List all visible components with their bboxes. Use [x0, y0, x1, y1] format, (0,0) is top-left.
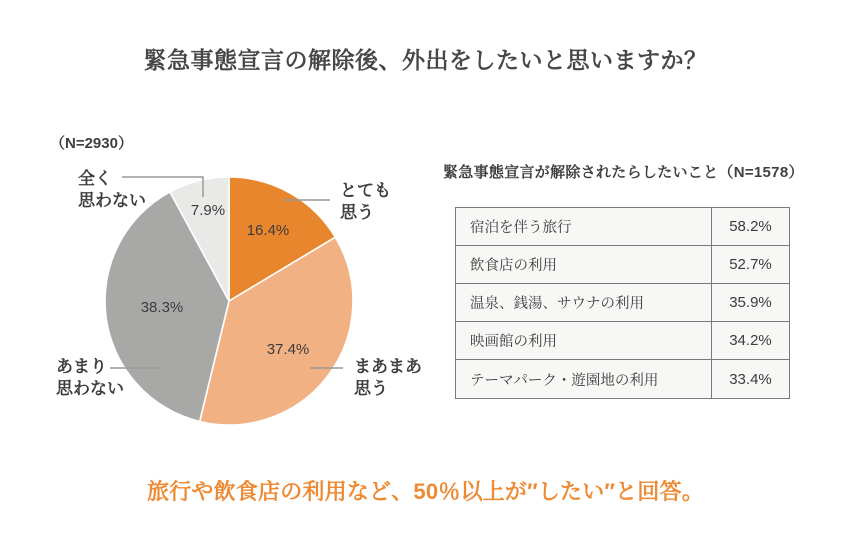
pie-label-line: 思う [340, 203, 374, 223]
page-title: 緊急事態宣言の解除後、外出をしたいと思いますか？ [143, 47, 708, 73]
table-cell-item: 飲食店の利用 [470, 258, 557, 274]
pie-label-line: あまり [56, 357, 107, 376]
table-cell-item: 温泉、銭湯、サウナの利用 [470, 296, 644, 312]
pie-label-line: まあまあ [354, 357, 422, 376]
table-cell-value: 33.4% [711, 360, 789, 398]
pie-label-mattaku [78, 168, 146, 213]
pie-value-totemo: 16.4% [246, 222, 290, 239]
table-cell-value: 35.9% [711, 284, 789, 321]
table-cell-item: テーマパーク・遊園地の利用 [470, 372, 659, 389]
table-row [456, 246, 789, 284]
pie-value-mattaku: 7.9% [190, 202, 226, 219]
pie-label-line: とても [340, 181, 391, 200]
pie-label-totemo [340, 180, 391, 225]
pie-label-maamaa [354, 356, 422, 401]
pie-label-line: 思わない [56, 379, 124, 399]
wish-table [455, 207, 790, 399]
pie-sample-size: （N=2930） [50, 135, 133, 152]
table-row [456, 322, 789, 360]
pie-label-line: 思う [354, 379, 388, 399]
table-cell-item: 映画館の利用 [470, 334, 557, 350]
table-title: 緊急事態宣言が解除されたらしたいこと（N=1578） [443, 164, 804, 181]
table-cell-value: 34.2% [711, 322, 789, 359]
pie-value-maamaa: 37.4% [266, 341, 310, 358]
pie-label-line: 思わない [78, 191, 146, 211]
table-row [456, 284, 789, 322]
pie-value-amari: 38.3% [140, 299, 184, 316]
pie-label-line: 全く [78, 169, 112, 188]
conclusion-text: 旅行や飲食店の利用など、50％以上が″したい″と回答。 [147, 479, 704, 504]
pie-label-amari [56, 356, 124, 401]
table-cell-item: 宿泊を伴う旅行 [470, 220, 572, 236]
table-row [456, 360, 789, 398]
table-cell-value: 52.7% [711, 246, 789, 283]
table-cell-value: 58.2% [711, 208, 789, 245]
table-row [456, 208, 789, 246]
